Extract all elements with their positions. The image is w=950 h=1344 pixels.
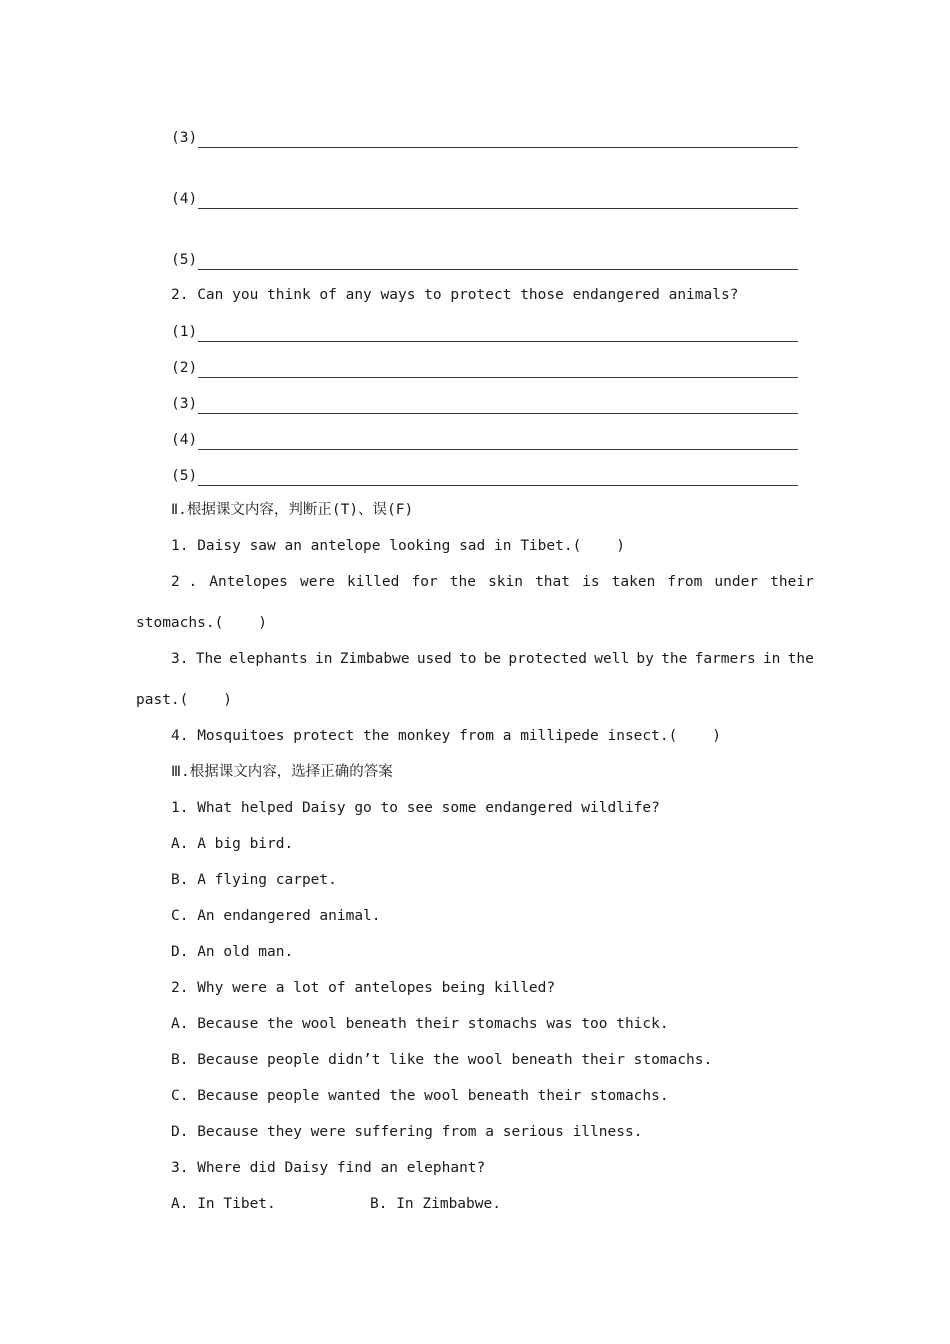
- mc-q3-option-a[interactable]: A. In Tibet.: [171, 1196, 276, 1212]
- answer-blank-4[interactable]: [171, 187, 798, 209]
- tf-statement-3-word: farmers: [694, 651, 756, 667]
- mc-q1-option-d[interactable]: D. An old man.: [171, 944, 294, 960]
- blank-label: (2): [171, 360, 198, 376]
- section-3-heading: Ⅲ.根据课文内容，选择正确的答案: [171, 764, 393, 780]
- mc-q1-option-b[interactable]: B. A flying carpet.: [171, 872, 337, 888]
- tf-statement-2-word: under: [714, 574, 759, 590]
- answer-blank-5[interactable]: [171, 248, 798, 270]
- tf-statement-2-word: that: [535, 574, 570, 590]
- tf-statement-3-word: elephants: [229, 651, 308, 667]
- mc-q2-option-b[interactable]: B. Because people didn’t like the wool beneath their stomachs.: [171, 1052, 713, 1068]
- tf-statement-2-continued: stomachs.( ): [136, 615, 267, 631]
- tf-statement-2: [171, 572, 814, 592]
- mc-q1-option-c[interactable]: C. An endangered animal.: [171, 908, 381, 924]
- tf-statement-3-word: protected: [508, 651, 587, 667]
- ways-blank-5[interactable]: [171, 464, 798, 486]
- tf-statement-2-word: their: [770, 574, 814, 590]
- answer-blank-3[interactable]: [171, 126, 798, 148]
- blank-line: [198, 401, 798, 414]
- tf-statement-2-word: skin: [488, 574, 523, 590]
- blank-line: [198, 135, 798, 148]
- blank-line: [198, 365, 798, 378]
- tf-statement-1: 1. Daisy saw an antelope looking sad in Tibet.( ): [171, 538, 625, 554]
- tf-statement-3-word: the: [661, 651, 688, 667]
- mc-q2-option-d[interactable]: D. Because they were suffering from a serious illness.: [171, 1124, 643, 1140]
- mc-question-1: 1. What helped Daisy go to see some endangered wildlife?: [171, 800, 660, 816]
- blank-label: (3): [171, 130, 198, 146]
- mc-question-3: 3. Where did Daisy find an elephant?: [171, 1160, 486, 1176]
- blank-line: [198, 329, 798, 342]
- tf-statement-2-word: were: [299, 574, 335, 590]
- tf-statement-3-word: in: [315, 651, 333, 667]
- tf-statement-2-word: the: [449, 574, 476, 590]
- mc-question-2: 2. Why were a lot of antelopes being killed?: [171, 980, 556, 996]
- mc-q3-option-b[interactable]: B. In Zimbabwe.: [370, 1196, 501, 1212]
- section-2-heading: Ⅱ.根据课文内容，判断正(T)、误(F): [171, 502, 414, 518]
- tf-statement-2-word: for: [411, 574, 438, 590]
- ways-blank-1[interactable]: [171, 320, 798, 342]
- blank-label: (5): [171, 252, 198, 268]
- blank-line: [198, 473, 798, 486]
- tf-statement-3-word: The: [195, 651, 222, 667]
- tf-statement-2-word: is: [582, 574, 600, 590]
- tf-statement-2-word: killed: [346, 574, 400, 590]
- question-2-prompt: 2. Can you think of any ways to protect those endangered animals?: [171, 287, 739, 303]
- blank-label: (3): [171, 396, 198, 412]
- blank-line: [198, 257, 798, 270]
- blank-label: (4): [171, 432, 198, 448]
- tf-statement-3-word: well: [594, 651, 630, 667]
- blank-line: [198, 196, 798, 209]
- mc-q1-option-a[interactable]: A. A big bird.: [171, 836, 294, 852]
- blank-label: (4): [171, 191, 198, 207]
- tf-statement-2-word: taken: [611, 574, 656, 590]
- mc-q2-option-c[interactable]: C. Because people wanted the wool beneath their stomachs.: [171, 1088, 669, 1104]
- blank-label: (5): [171, 468, 198, 484]
- ways-blank-3[interactable]: [171, 392, 798, 414]
- blank-label: (1): [171, 324, 198, 340]
- tf-statement-4: 4. Mosquitoes protect the monkey from a millipede insect.( ): [171, 728, 721, 744]
- tf-statement-3-word: in: [762, 651, 781, 667]
- ways-blank-2[interactable]: [171, 356, 798, 378]
- tf-statement-3-word: the: [787, 651, 814, 667]
- tf-statement-3: [171, 649, 814, 669]
- tf-statement-3-continued: past.( ): [136, 692, 233, 708]
- tf-statement-3-word: Zimbabwe: [339, 651, 410, 667]
- tf-statement-2-word: 2 .: [171, 574, 198, 590]
- tf-statement-3-word: by: [636, 651, 654, 667]
- blank-line: [198, 437, 798, 450]
- tf-statement-2-word: from: [667, 574, 703, 590]
- mc-q2-option-a[interactable]: A. Because the wool beneath their stomachs was too thick.: [171, 1016, 669, 1032]
- tf-statement-3-word: be: [483, 651, 502, 667]
- ways-blank-4[interactable]: [171, 428, 798, 450]
- tf-statement-3-word: to: [458, 651, 477, 667]
- tf-statement-2-word: Antelopes: [209, 574, 288, 590]
- tf-statement-3-word: used: [416, 651, 452, 667]
- tf-statement-3-word: 3.: [171, 651, 189, 667]
